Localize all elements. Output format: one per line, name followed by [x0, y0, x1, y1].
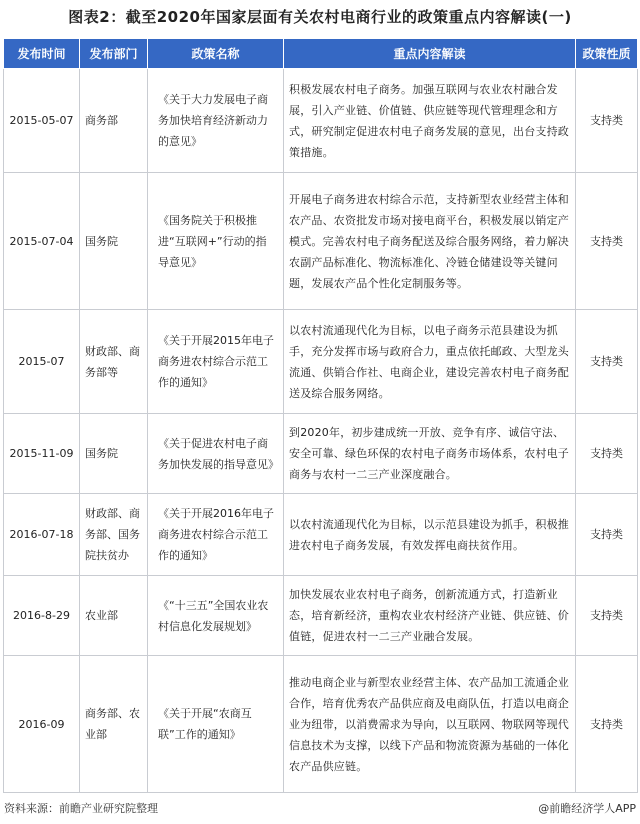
table-row	[4, 656, 638, 793]
cell-content: 开展电子商务进农村综合示范，支持新型农业经营主体和农产品、农资批发市场对接电商平台，积极发展以销定产模式。完善农村电子商务配送及综合服务网络，着力解决农副产品标准化、物流标准化、冷链仓储建设等关键问题，发展农产品个性化定制服务等。	[284, 173, 576, 310]
cell-content: 推动电商企业与新型农业经营主体、农产品加工流通企业合作，培育优秀农产品供应商及电商队伍，打造以电商企业为纽带，以消费需求为导向，以互联网、物联网等现代信息技术为支撑，以线下产品和物流资源为基础的一体化农产品供应链。	[284, 656, 576, 793]
chart-title: 图表2：截至2020年国家层面有关农村电商行业的政策重点内容解读(一)	[68, 8, 572, 26]
cell-content: 加快发展农业农村电子商务，创新流通方式，打造新业态，培育新经济，重构农业农村经济产业链、供应链、价值链，促进农村一二三产业融合发展。	[284, 576, 576, 656]
brand-credit: @前瞻经济学人APP	[538, 802, 636, 815]
cell-nature: 支持类	[576, 494, 638, 576]
cell-nature: 支持类	[576, 310, 638, 414]
cell-policy: 《关于开展2016年电子商务进农村综合示范工作的通知》	[148, 494, 284, 576]
cell-content: 以农村流通现代化为目标，以电子商务示范县建设为抓手，充分发挥市场与政府合力，重点依托邮政、大型龙头流通、供销合作社、电商企业，建设完善农村电子商务配送及综合服务网络。	[284, 310, 576, 414]
cell-dept: 财政部、商务部等	[80, 310, 148, 414]
cell-dept: 国务院	[80, 414, 148, 494]
cell-dept: 农业部	[80, 576, 148, 656]
cell-content: 以农村流通现代化为目标，以示范县建设为抓手，积极推进农村电子商务发展，有效发挥电商扶贫作用。	[284, 494, 576, 576]
cell-policy: 《国务院关于积极推进“互联网+”行动的指导意见》	[148, 173, 284, 310]
table-row	[4, 69, 638, 173]
cell-nature: 支持类	[576, 173, 638, 310]
table-row	[4, 494, 638, 576]
cell-nature: 支持类	[576, 576, 638, 656]
cell-date: 2016-07-18	[4, 494, 80, 576]
cell-nature: 支持类	[576, 414, 638, 494]
source-note: 资料来源：前瞻产业研究院整理	[4, 802, 158, 815]
policy-table	[3, 38, 638, 793]
cell-dept: 商务部、农业部	[80, 656, 148, 793]
header-nature: 政策性质	[576, 39, 638, 69]
table-row	[4, 414, 638, 494]
cell-content: 到2020年，初步建成统一开放、竞争有序、诚信守法、安全可靠、绿色环保的农村电子商务市场体系，农村电子商务与农村一二三产业深度融合。	[284, 414, 576, 494]
table-row	[4, 173, 638, 310]
header-content: 重点内容解读	[284, 39, 576, 69]
cell-date: 2015-07	[4, 310, 80, 414]
cell-date: 2016-8-29	[4, 576, 80, 656]
cell-policy: 《关于开展“农商互联”工作的通知》	[148, 656, 284, 793]
table-row	[4, 576, 638, 656]
cell-content: 积极发展农村电子商务。加强互联网与农业农村融合发展，引入产业链、价值链、供应链等现代管理理念和方式，研究制定促进农村电子商务发展的意见，出台支持政策措施。	[284, 69, 576, 173]
cell-dept: 财政部、商务部、国务院扶贫办	[80, 494, 148, 576]
header-date: 发布时间	[4, 39, 80, 69]
cell-dept: 国务院	[80, 173, 148, 310]
table-header-row	[4, 39, 638, 69]
cell-policy: 《关于大力发展电子商务加快培育经济新动力的意见》	[148, 69, 284, 173]
cell-policy: 《“十三五”全国农业农村信息化发展规划》	[148, 576, 284, 656]
cell-policy: 《关于开展2015年电子商务进农村综合示范工作的通知》	[148, 310, 284, 414]
cell-policy: 《关于促进农村电子商务加快发展的指导意见》	[148, 414, 284, 494]
cell-date: 2015-07-04	[4, 173, 80, 310]
header-policy: 政策名称	[148, 39, 284, 69]
cell-date: 2016-09	[4, 656, 80, 793]
table-row	[4, 310, 638, 414]
cell-dept: 商务部	[80, 69, 148, 173]
cell-date: 2015-05-07	[4, 69, 80, 173]
header-dept: 发布部门	[80, 39, 148, 69]
cell-nature: 支持类	[576, 69, 638, 173]
cell-nature: 支持类	[576, 656, 638, 793]
cell-date: 2015-11-09	[4, 414, 80, 494]
